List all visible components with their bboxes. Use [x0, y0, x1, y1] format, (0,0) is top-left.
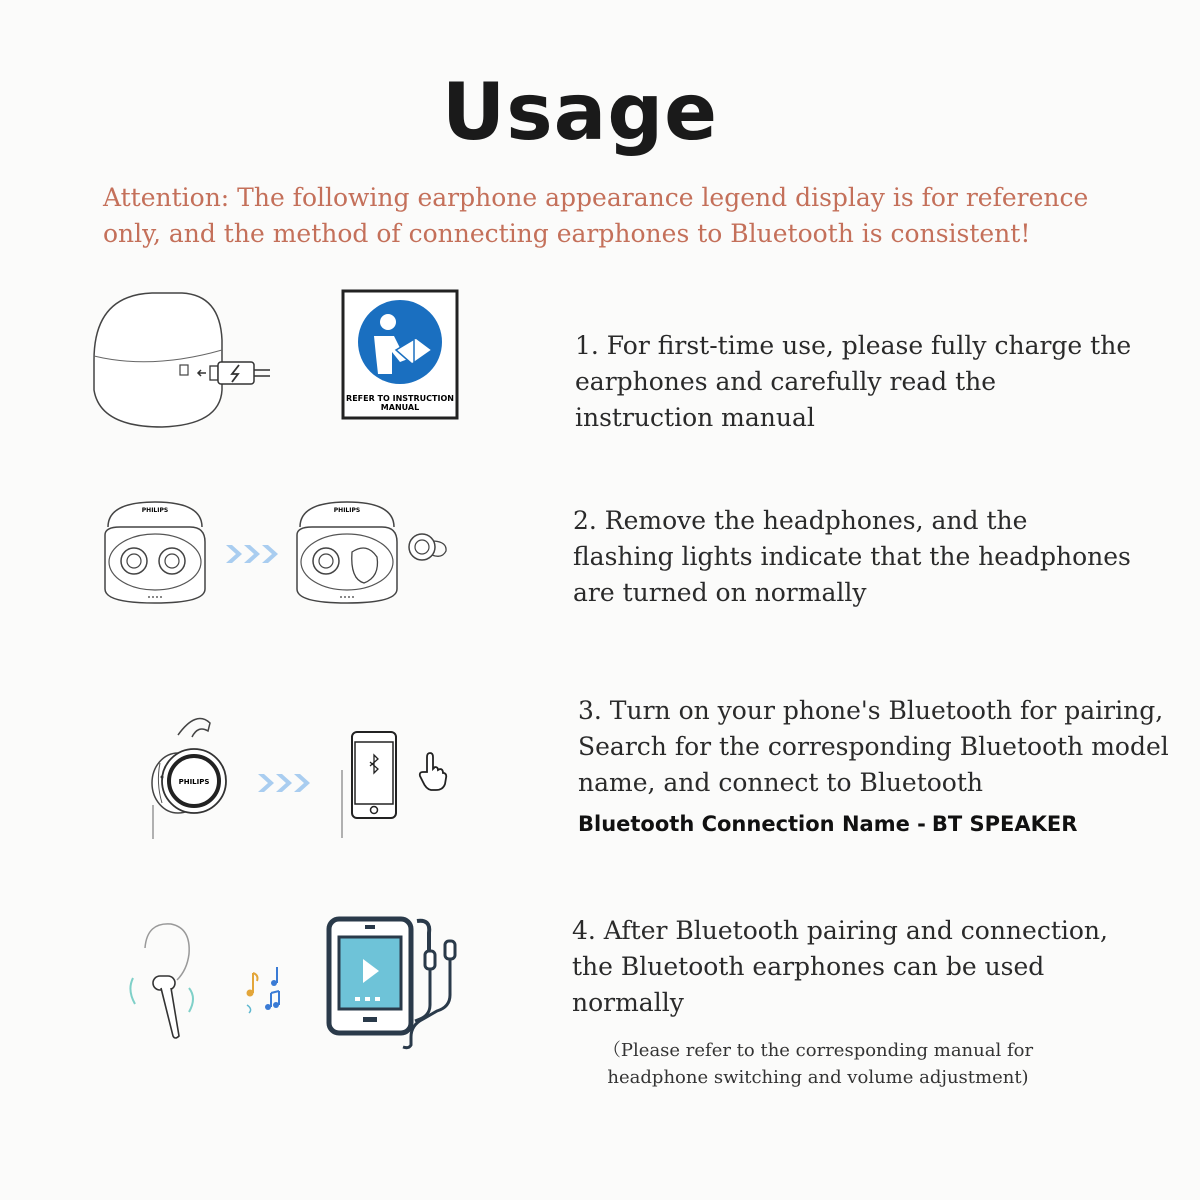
phone-bluetooth-icon — [340, 730, 400, 840]
bluetooth-connection-name — [578, 812, 1077, 836]
page-title: Usage — [441, 68, 719, 158]
bluetooth-name-value: BT SPEAKER — [931, 812, 1078, 836]
earbud-icon — [148, 715, 238, 840]
manual-sign-line1: REFER TO INSTRUCTION — [346, 394, 454, 403]
case-brand-label: PHILIPS — [141, 507, 169, 514]
bluetooth-name-label: Bluetooth Connection Name - — [578, 812, 926, 836]
step-2-text: 2. Remove the headphones, and the flashing lights indicate that the headphones are turned on normally — [573, 506, 1131, 607]
step-4-text: 4. After Bluetooth pairing and connection, the Bluetooth earphones can be used normally — [572, 916, 1108, 1017]
ear-earbud-icon — [125, 918, 205, 1043]
manual-sign-line2: MANUAL — [380, 403, 420, 412]
charging-case-icon — [92, 290, 282, 430]
case-brand-label-2: PHILIPS — [333, 507, 361, 514]
arrow-chevrons-icon — [226, 543, 282, 565]
step-3-text: 3. Turn on your phone's Bluetooth for pairing, Search for the corresponding Bluetooth model name, and connect to Bluetooth — [578, 696, 1169, 797]
instruction-manual-icon — [342, 290, 458, 420]
attention-note: Attention: The following earphone appearance legend display is for reference only, and the method of connecting earphones to Bluetooth is consistent! — [103, 183, 1089, 248]
hand-pointer-icon — [418, 752, 448, 792]
open-case-icon — [100, 497, 210, 607]
tablet-video-icon — [325, 915, 463, 1050]
earbud-brand-label: PHILIPS — [178, 778, 210, 786]
music-notes-icon — [243, 963, 288, 1015]
step-1-text: 1. For first-time use, please fully charge the earphones and carefully read the instruction manual — [575, 331, 1132, 432]
arrow-chevrons-icon-2 — [258, 772, 314, 794]
manual-note: （Please refer to the corresponding manual for headphone switching and volume adjustment) — [602, 1040, 1034, 1088]
open-case-removed-icon — [292, 497, 467, 607]
